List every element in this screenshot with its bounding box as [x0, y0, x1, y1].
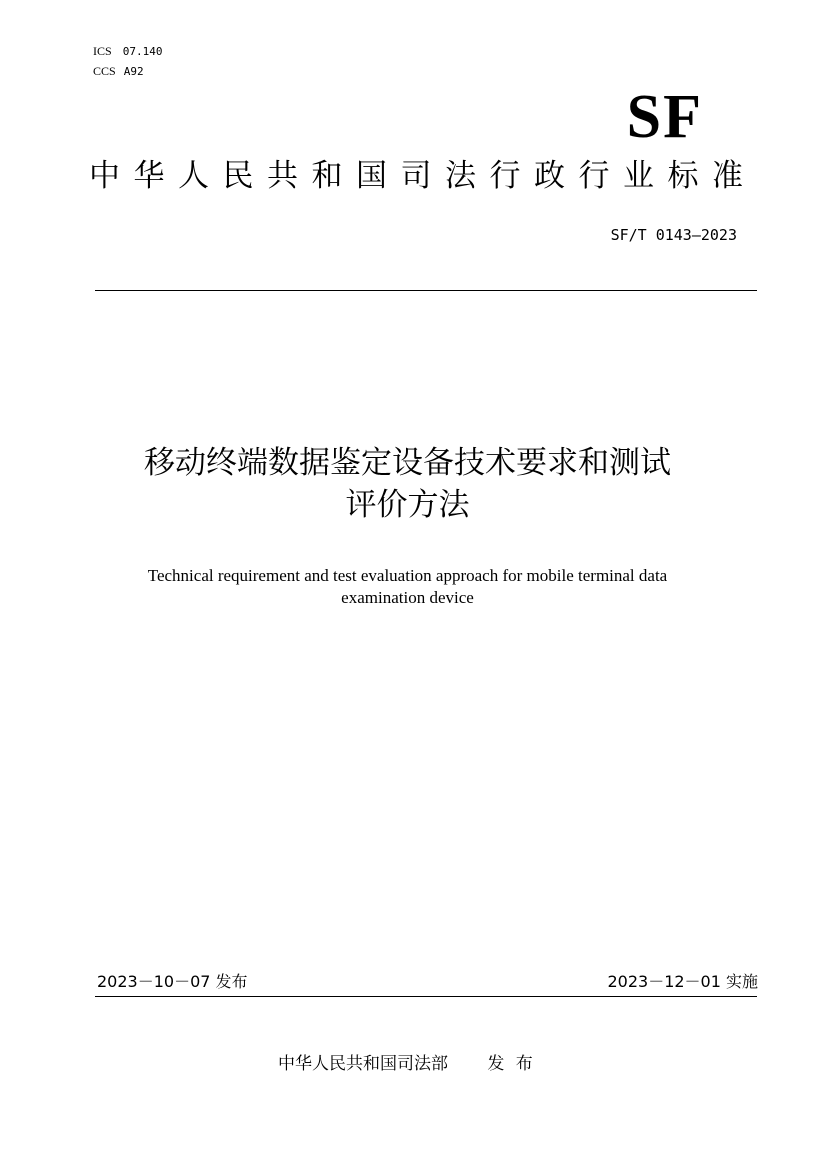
ics-label: ICS [93, 44, 112, 58]
ccs-code: A92 [123, 65, 144, 78]
header-rule [95, 290, 757, 291]
standard-type: 中华人民共和国司法行政行业标准 [89, 158, 757, 194]
title-en-line1: Technical requirement and test evaluation approach for mobile terminal data [147, 566, 668, 585]
ics-line [93, 40, 163, 59]
title-en [0, 565, 815, 609]
footer-rule [95, 996, 757, 997]
title-cn-line1: 移动终端数据鉴定设备技术要求和测试 [144, 445, 671, 481]
ccs-label: CCS [93, 64, 116, 78]
ics-code: 07.140 [122, 45, 163, 58]
publish-word: 发 布 [487, 1054, 533, 1074]
issue-date: 2023－10－07 发布 [97, 972, 248, 991]
title-cn [0, 443, 815, 527]
ccs-line [93, 60, 144, 79]
implement-date: 2023－12－01 实施 [607, 972, 758, 991]
publisher-line [278, 1056, 533, 1073]
standard-number: SF/T 0143—2023 [610, 226, 737, 244]
publisher-name: 中华人民共和国司法部 [278, 1054, 448, 1074]
sf-logo: SF [626, 83, 703, 151]
title-cn-line2: 评价方法 [345, 486, 470, 523]
title-en-line2: examination device [341, 588, 474, 608]
